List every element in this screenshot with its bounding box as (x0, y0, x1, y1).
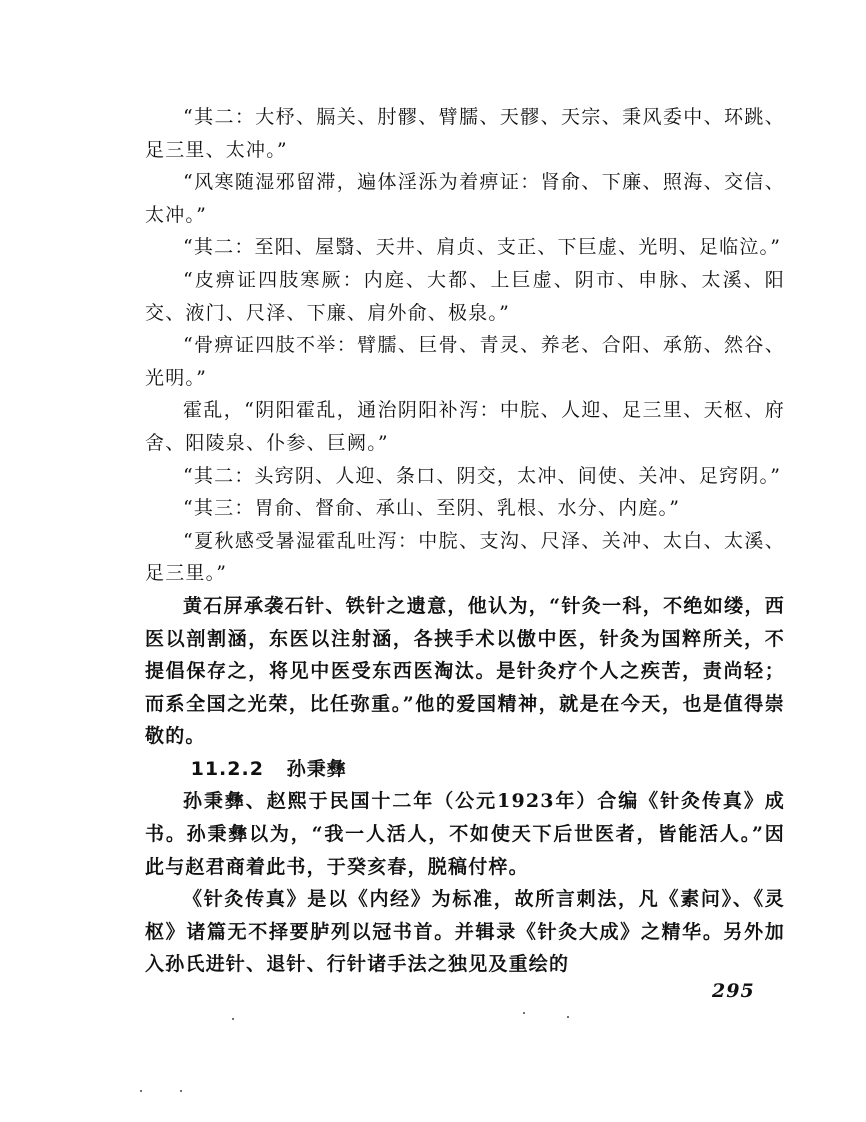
paragraph-10: 黄石屏承袭石针、铁针之遗意，他认为，“针灸一科，不绝如缕，西医以剖割涵，东医以注射涵，各挟手术以傲中医，针灸为国粹所关，不提倡保存之，将见中医受东西医淘汰。是针灸疗个人之疾苦，责尚轻；而系全国之光荣，比任弥重。”他的爱国精神，就是在今天，也是值得崇敬的。 (145, 594, 785, 748)
body-text (145, 101, 785, 981)
paragraph-8: “其三：胃俞、督俞、承山、至阴、乳根、水分、内庭。” (183, 497, 681, 520)
paragraph-3: “其二：至阳、屋翳、天井、肩贞、支正、下巨虚、光明、足临泣。” (183, 236, 782, 259)
section-heading (145, 753, 785, 786)
paragraph-6: 霍乱，“阴阳霍乱，通治阴阳补泻：中脘、人迎、足三里、天枢、府舍、阳陵泉、仆参、巨阙。” (145, 399, 785, 454)
paragraph-12: 《针灸传真》是以《内经》为标准，故所言刺法，凡《素问》、《灵枢》诸篇无不择要胪列以冠书首。并辑录《针灸大成》之精华。另外加入孙氏进针、退针、行针诸手法之独见及重绘的 (145, 888, 785, 976)
scan-speck (232, 1018, 234, 1020)
page-number: 295 (712, 980, 755, 1002)
paragraph-1: “其二：大杼、膈关、肘髎、臂臑、天髎、天宗、秉风委中、环跳、足三里、太冲。” (145, 106, 785, 161)
paragraph-5: “骨痹证四肢不举：臂臑、巨骨、青灵、养老、合阳、承筋、然谷、光明。” (145, 334, 785, 389)
scan-speck (523, 1012, 525, 1014)
paragraph-11: 孙秉彝、赵熙于民国十二年（公元1923年）合编《针灸传真》成书。孙秉彝以为，“我一人活人，不如使天下后世医者，皆能活人。”因此与赵君商着此书，于癸亥春，脱稿付梓。 (145, 790, 785, 878)
paragraph-9: “夏秋感受暑湿霍乱吐泻：中脘、支沟、尺泽、关冲、太白、太溪、足三里。” (145, 529, 785, 585)
scan-speck (180, 1090, 182, 1092)
paragraph-2: “风寒随湿邪留滞，遍体淫泺为着痹证：肾俞、下廉、照海、交信、太冲。” (145, 171, 785, 226)
section-title: 孙秉彝 (286, 757, 347, 780)
scan-speck (140, 1090, 142, 1092)
paragraph-4: “皮痹证四肢寒厥：内庭、大都、上巨虚、阴市、申脉、太溪、阳交、液门、尺泽、下廉、肩外俞、极泉。” (145, 268, 785, 324)
paragraph-7: “其二：头窍阴、人迎、条口、阴交，太冲、间使、关冲、足窍阴。” (183, 464, 782, 487)
scan-speck (567, 1016, 569, 1018)
section-number: 11.2.2 (190, 757, 264, 780)
